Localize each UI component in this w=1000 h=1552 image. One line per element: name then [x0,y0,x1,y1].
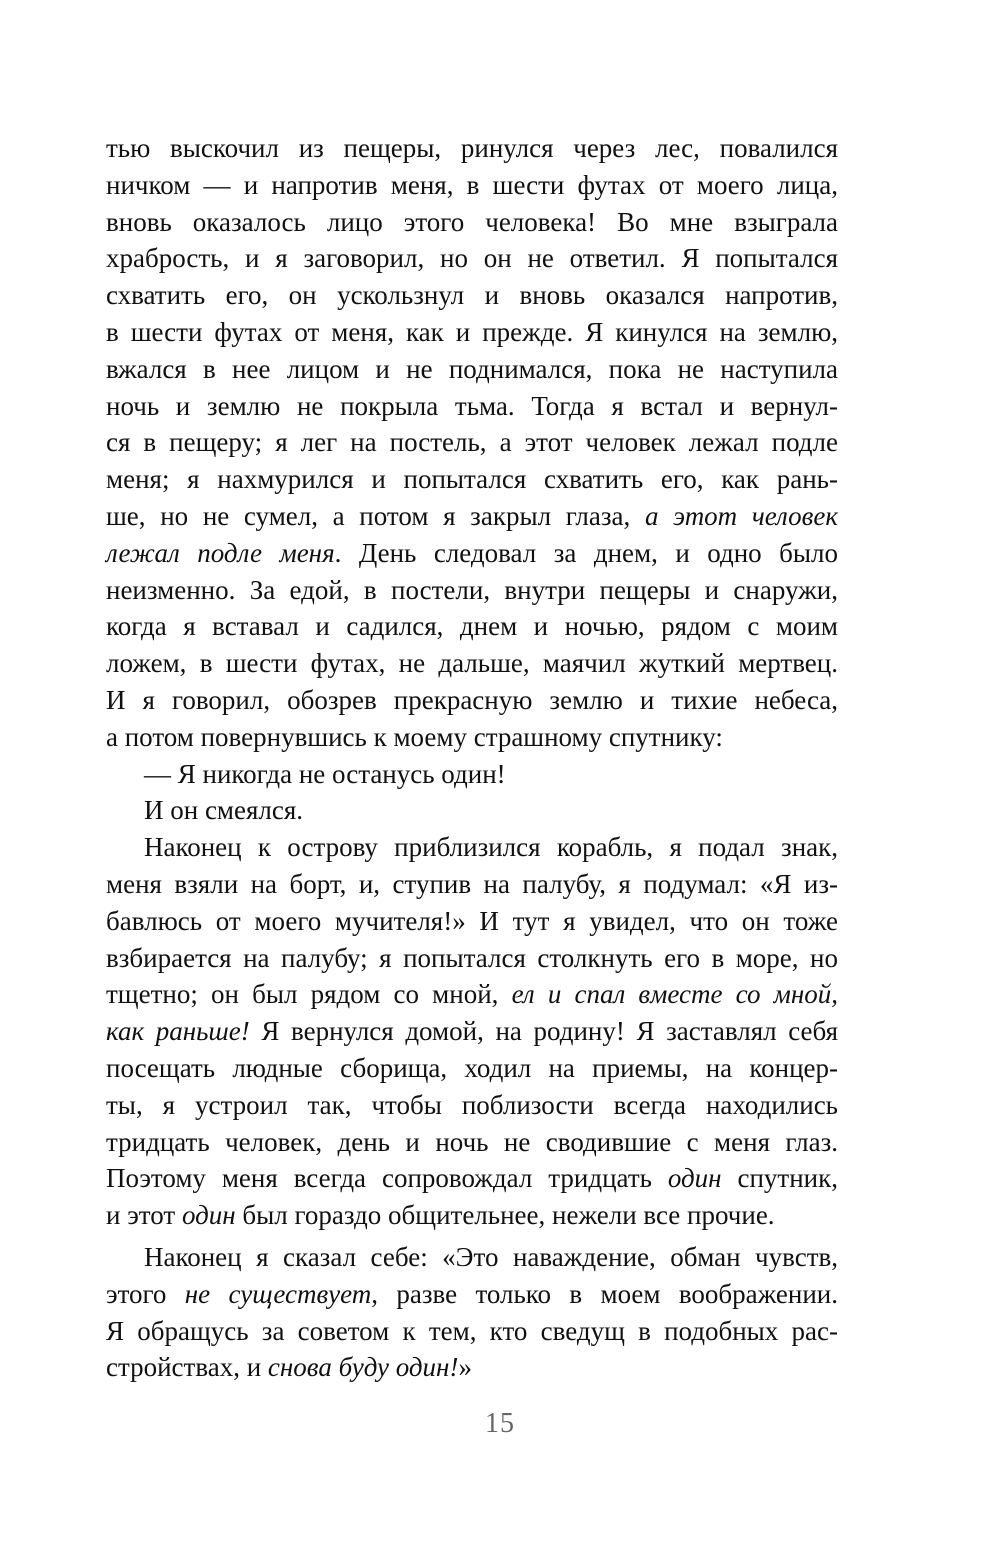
paragraph-start: Наконец я сказал себе: «Это наваждение, обман чувств, [144,1241,838,1272]
text-line: Поэтому меня всегда сопровождал тридцать один спутник, [106,1163,838,1194]
dialogue-line: — Я никогда не останусь один! [144,758,506,789]
text-line: вжался в нее лицом и не поднимался, пока не наступила [106,353,838,384]
italic-text: снова буду один! [267,1352,459,1383]
text-line: тридцать человек, день и ночь не сводившие с меня глаз. [106,1126,838,1157]
italic-text: не существует [184,1278,372,1309]
text-line: вновь оказалось лицо этого человека! Во мне взыграла [106,206,838,237]
italic-text: как раньше! [106,1016,250,1047]
text-line: ночь и землю не покрыла тьма. Тогда я встал и вернул- [106,390,838,421]
text-line: посещать людные сборища, ходил на приемы, на концер- [106,1052,838,1083]
italic-text: ел и спал вместе со мной, [511,979,838,1010]
italic-text: а этот человек [644,500,838,531]
text-line: Я обращусь за советом к тем, кто сведущ в подобных рас- [106,1315,838,1346]
text-line: меня; я нахмурился и попытался схватить его, как рань- [106,464,838,495]
text-line: схватить его, он ускользнул и вновь оказался напротив, [106,280,838,311]
text-line: И я говорил, обозрев прекрасную землю и тихие небеса, [106,684,838,715]
text-line: этого не существует, разве только в моем воображении. [106,1278,838,1309]
text-line: лежал подле меня. День следовал за днем, и одно было [106,537,838,568]
text-line: в шести футах от меня, как и прежде. Я кинулся на землю, [106,316,838,347]
italic-text: один [181,1200,236,1231]
text-line: ничком — и напротив меня, в шести футах от моего лица, [106,169,838,200]
text-line: и этот один был гораздо общительнее, нежели все прочие. [106,1200,775,1231]
text-line: ся в пещеру; я лег на постель, а этот человек лежал подле [106,427,838,458]
text-line: стройствах, и снова буду один!» [106,1352,472,1383]
paragraph-start: Наконец к острову приблизился корабль, я подал знак, [144,832,838,863]
text-line: меня взяли на борт, и, ступив на палубу, я подумал: «Я из- [106,868,838,899]
body-text [106,130,838,1386]
text-line: взбирается на палубу; я попытался столкнуть его в море, но [106,942,838,973]
text-line: когда я вставал и садился, днем и ночью, рядом с моим [106,611,838,642]
text-line: тщетно; он был рядом со мной, ел и спал вместе со мной, [106,979,838,1010]
page-number: 15 [485,1408,515,1439]
text-line: бавлюсь от моего мучителя!» И тут я увидел, что он тоже [106,905,838,936]
italic-text: один [667,1163,722,1194]
text-line: И он смеялся. [144,795,304,826]
text-line: храбрость, и я заговорил, но он не ответил. Я попытался [106,243,838,274]
text-line: ше, но не сумел, а потом я закрыл глаза, а этот человек [106,500,838,531]
text-line: как раньше! Я вернулся домой, на родину! Я заставлял себя [106,1016,838,1047]
italic-text: лежал подле меня [106,537,335,568]
text-line: тью выскочил из пещеры, ринулся через лес, повалился [106,133,838,163]
text-line: неизменно. За едой, в постели, внутри пещеры и снаружи, [106,574,838,605]
text-line: ложем, в шести футах, не дальше, маячил жуткий мертвец. [106,648,838,679]
text-line: ты, я устроил так, чтобы поблизости всегда находились [106,1089,838,1120]
text-line: а потом повернувшись к моему страшному спутнику: [106,721,723,752]
